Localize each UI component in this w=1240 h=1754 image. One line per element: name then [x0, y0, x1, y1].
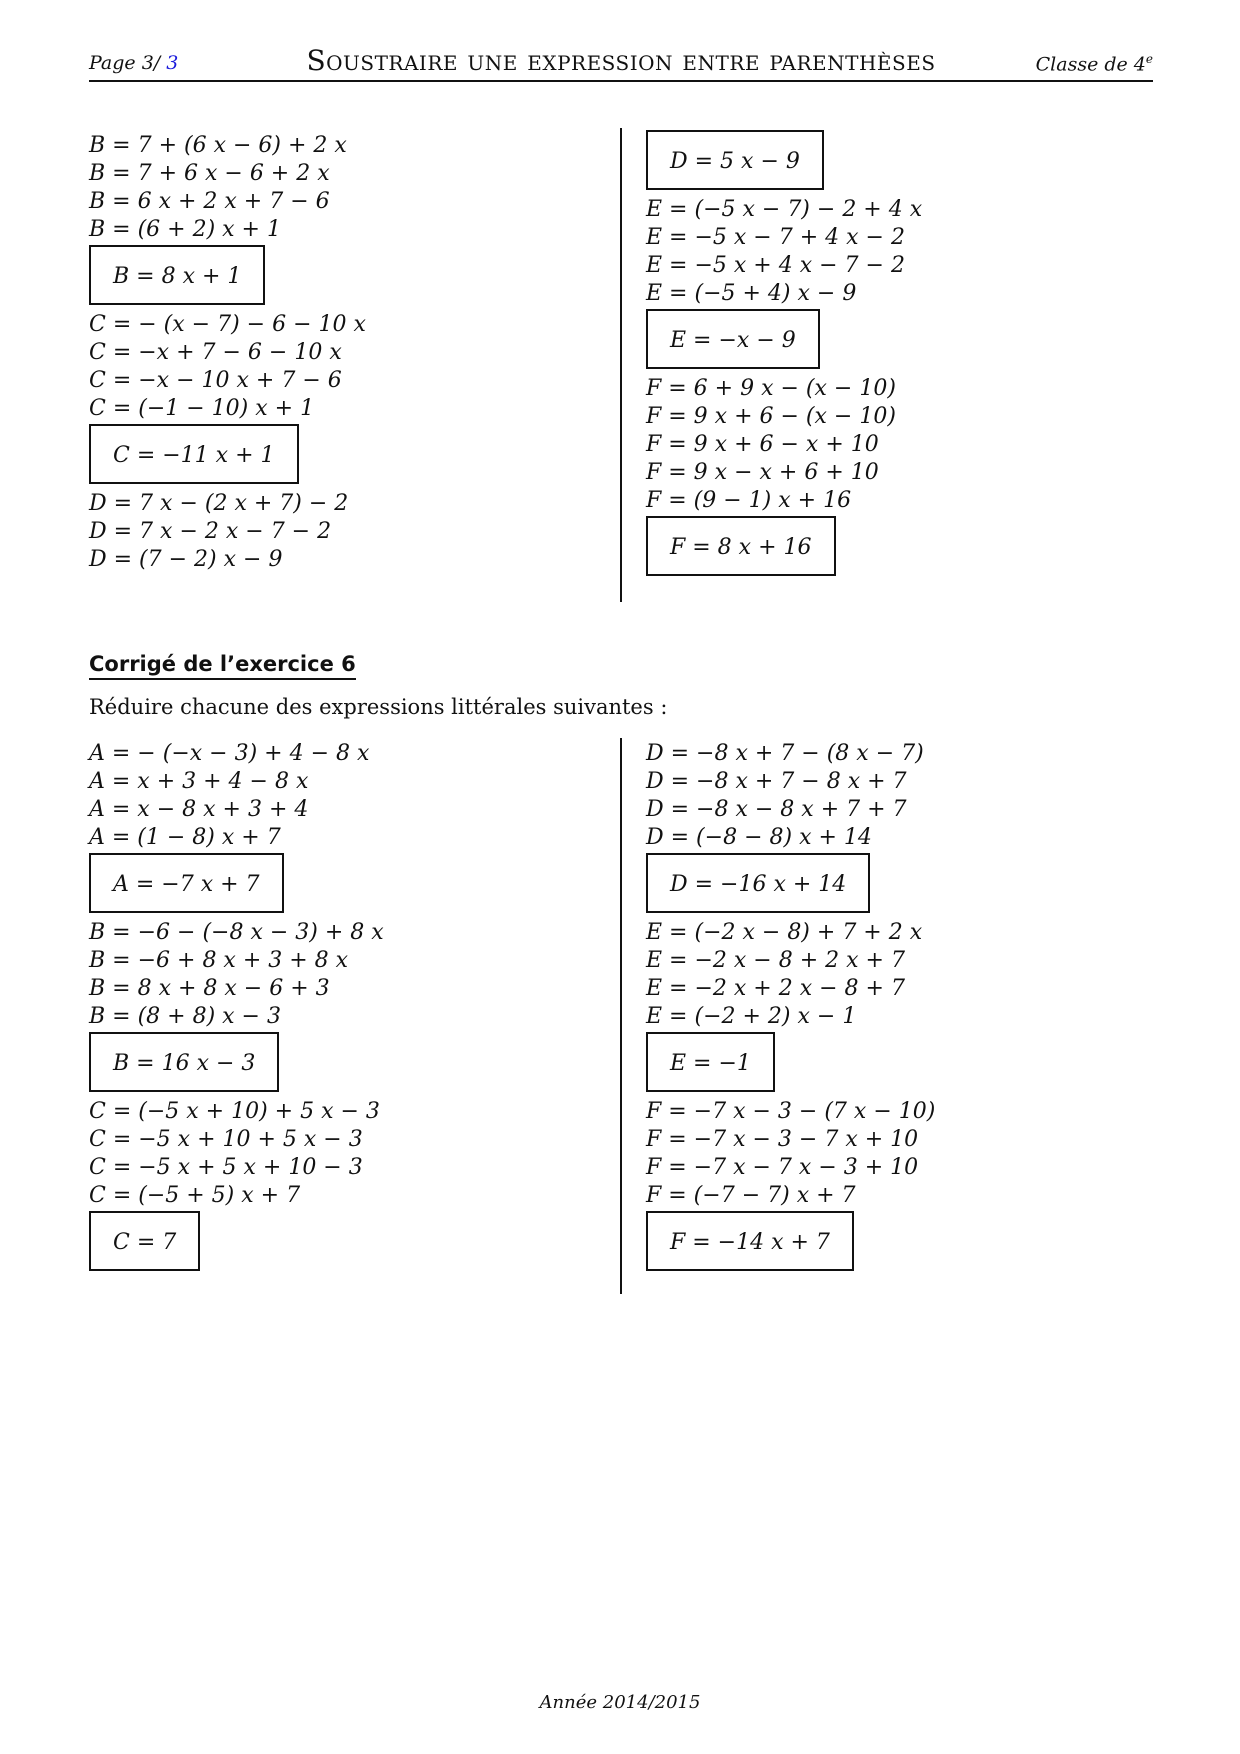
equation-step: E = (−5 x − 7) − 2 + 4 x [646, 197, 923, 222]
equation-step: B = −6 − (−8 x − 3) + 8 x [89, 920, 384, 945]
equation-step: F = 9 x − x + 6 + 10 [646, 460, 879, 485]
equation-step: A = − (−x − 3) + 4 − 8 x [89, 741, 370, 766]
equation-step: F = (9 − 1) x + 16 [646, 488, 852, 513]
equation-step: D = 7 x − (2 x + 7) − 2 [89, 491, 349, 516]
footer-year: Année 2014/2015 [539, 1692, 701, 1713]
equation-step: B = 7 + (6 x − 6) + 2 x [89, 133, 347, 158]
equation-step: B = 7 + 6 x − 6 + 2 x [89, 161, 330, 186]
equation-step: F = −7 x − 3 − 7 x + 10 [646, 1127, 919, 1152]
top-right-column [646, 129, 922, 577]
equation-step: E = (−2 x − 8) + 7 + 2 x [646, 920, 923, 945]
page-label: Page 3/ [89, 52, 161, 74]
boxed-result: D = 5 x − 9 [646, 130, 824, 190]
equation-step: D = −8 x + 7 − (8 x − 7) [646, 741, 924, 766]
equation-step: B = (8 + 8) x − 3 [89, 1004, 281, 1029]
equation-step: A = (1 − 8) x + 7 [89, 825, 281, 850]
column-divider-bottom [620, 738, 622, 1294]
equation-step: D = −8 x + 7 − 8 x + 7 [646, 769, 907, 794]
equation-step: E = (−5 + 4) x − 9 [646, 281, 857, 306]
equation-step: B = 8 x + 8 x − 6 + 3 [89, 976, 330, 1001]
equation-step: A = x − 8 x + 3 + 4 [89, 797, 309, 822]
boxed-result: F = 8 x + 16 [646, 516, 836, 576]
boxed-result: B = 8 x + 1 [89, 245, 265, 305]
equation-step: E = −5 x − 7 + 4 x − 2 [646, 225, 905, 250]
equation-step: D = (7 − 2) x − 9 [89, 547, 283, 572]
equation-step: E = −5 x + 4 x − 7 − 2 [646, 253, 905, 278]
equation-step: D = −8 x − 8 x + 7 + 7 [646, 797, 907, 822]
equation-step: C = −5 x + 10 + 5 x − 3 [89, 1127, 363, 1152]
class-superscript: e [1145, 52, 1153, 66]
equation-step: B = (6 + 2) x + 1 [89, 217, 281, 242]
column-divider-top [620, 128, 622, 602]
equation-step: E = (−2 + 2) x − 1 [646, 1004, 857, 1029]
equation-step: C = (−1 − 10) x + 1 [89, 396, 315, 421]
exercise-instruction: Réduire chacune des expressions littérales suivantes : [89, 695, 668, 719]
boxed-result: A = −7 x + 7 [89, 853, 284, 913]
boxed-result: F = −14 x + 7 [646, 1211, 854, 1271]
document-title: Soustraire une expression entre parenthèses [306, 44, 936, 77]
equation-step: C = −5 x + 5 x + 10 − 3 [89, 1155, 363, 1180]
equation-step: D = (−8 − 8) x + 14 [646, 825, 872, 850]
equation-step: D = 7 x − 2 x − 7 − 2 [89, 519, 332, 544]
equation-step: F = 6 + 9 x − (x − 10) [646, 376, 896, 401]
exercise-6-heading: Corrigé de l’exercice 6 [89, 652, 356, 680]
equation-step: A = x + 3 + 4 − 8 x [89, 769, 309, 794]
class-label: Classe de 4 [1035, 53, 1146, 76]
page-total-link[interactable]: 3 [166, 52, 179, 74]
boxed-result: C = 7 [89, 1211, 200, 1271]
boxed-result: D = −16 x + 14 [646, 853, 870, 913]
equation-step: B = 6 x + 2 x + 7 − 6 [89, 189, 330, 214]
equation-step: C = (−5 + 5) x + 7 [89, 1183, 301, 1208]
bottom-right-column [646, 740, 935, 1272]
page-header [89, 44, 1153, 82]
boxed-result: E = −1 [646, 1032, 775, 1092]
boxed-result: E = −x − 9 [646, 309, 820, 369]
equation-step: C = −x − 10 x + 7 − 6 [89, 368, 342, 393]
equation-step: E = −2 x − 8 + 2 x + 7 [646, 948, 905, 973]
equation-step: F = −7 x − 3 − (7 x − 10) [646, 1099, 936, 1124]
top-left-column [89, 132, 366, 574]
boxed-result: B = 16 x − 3 [89, 1032, 279, 1092]
equation-step: F = −7 x − 7 x − 3 + 10 [646, 1155, 919, 1180]
bottom-left-column [89, 740, 384, 1272]
equation-step: F = (−7 − 7) x + 7 [646, 1183, 856, 1208]
equation-step: B = −6 + 8 x + 3 + 8 x [89, 948, 349, 973]
equation-step: E = −2 x + 2 x − 8 + 7 [646, 976, 905, 1001]
boxed-result: C = −11 x + 1 [89, 424, 299, 484]
equation-step: C = −x + 7 − 6 − 10 x [89, 340, 342, 365]
equation-step: F = 9 x + 6 − x + 10 [646, 432, 879, 457]
equation-step: F = 9 x + 6 − (x − 10) [646, 404, 896, 429]
equation-step: C = − (x − 7) − 6 − 10 x [89, 312, 366, 337]
equation-step: C = (−5 x + 10) + 5 x − 3 [89, 1099, 380, 1124]
class-level [1036, 52, 1153, 75]
